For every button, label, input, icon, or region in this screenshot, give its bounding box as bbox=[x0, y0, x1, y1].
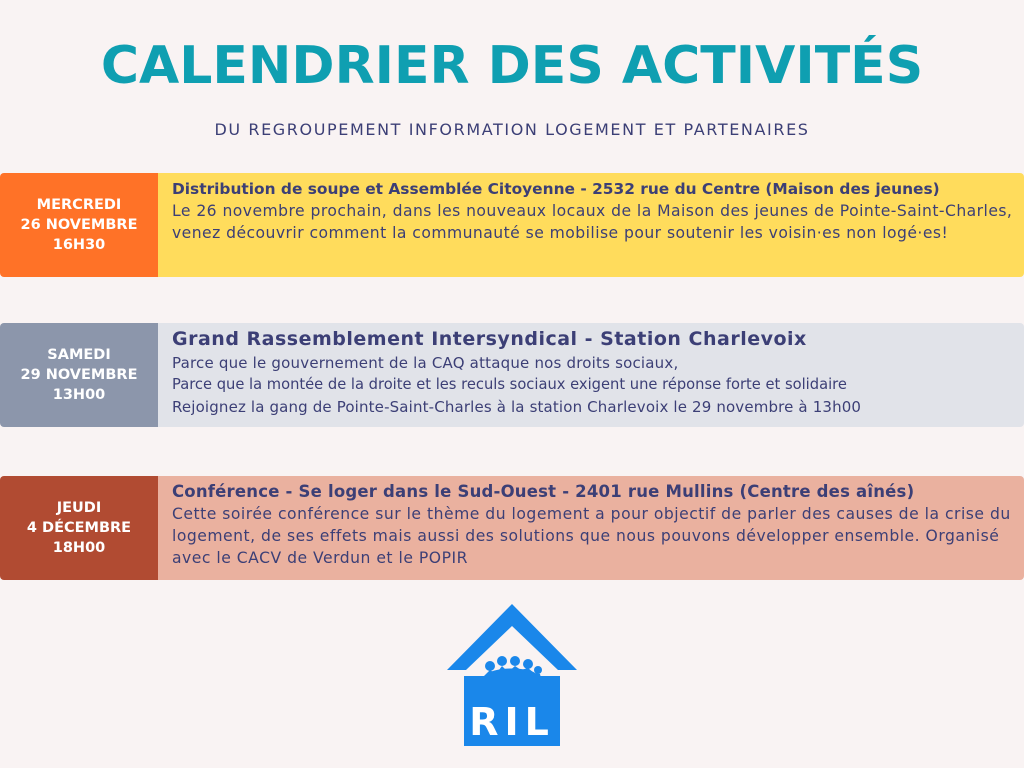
event-date-block bbox=[0, 173, 158, 277]
event-day: SAMEDI bbox=[47, 347, 111, 363]
event-date-block bbox=[0, 323, 158, 427]
event-title: Conférence - Se loger dans le Sud-Ouest - 2401 rue Mullins (Centre des aînés) bbox=[172, 482, 915, 501]
event-title: Grand Rassemblement Intersyndical - Station Charlevoix bbox=[172, 328, 807, 350]
page-subtitle: DU REGROUPEMENT INFORMATION LOGEMENT ET PARTENAIRES bbox=[214, 120, 810, 139]
event-line: Rejoignez la gang de Pointe-Saint-Charles à la station Charlevoix le 29 novembre à 13h00 bbox=[172, 398, 862, 416]
event-line: Parce que la montée de la droite et les reculs sociaux exigent une réponse forte et solidaire bbox=[172, 376, 847, 393]
event-body bbox=[158, 476, 1024, 580]
event-time: 18H00 bbox=[52, 540, 106, 556]
event-card bbox=[0, 323, 1024, 427]
event-date-block bbox=[0, 476, 158, 580]
ril-logo bbox=[446, 604, 578, 748]
event-description: Le 26 novembre prochain, dans les nouveaux locaux de la Maison des jeunes de Pointe-Saint-Charles, venez découvrir comment la communauté se mobilise pour soutenir les voisin·es non logé·es! bbox=[172, 202, 1013, 242]
event-body bbox=[158, 173, 1024, 277]
event-day: JEUDI bbox=[56, 500, 102, 516]
event-card bbox=[0, 476, 1024, 580]
event-line: Parce que le gouvernement de la CAQ attaque nos droits sociaux, bbox=[172, 354, 679, 372]
event-date: 29 NOVEMBRE bbox=[20, 367, 138, 383]
event-day: MERCREDI bbox=[36, 197, 122, 213]
event-date: 26 NOVEMBRE bbox=[20, 217, 138, 233]
event-date: 4 DÉCEMBRE bbox=[26, 520, 132, 536]
page-title: CALENDRIER DES ACTIVITÉS bbox=[100, 36, 924, 96]
event-time: 13H00 bbox=[52, 387, 106, 403]
event-title: Distribution de soupe et Assemblée Citoyenne - 2532 rue du Centre (Maison des jeunes) bbox=[172, 180, 940, 198]
event-body bbox=[158, 323, 1024, 427]
house-people-icon bbox=[446, 604, 578, 748]
logo-text: RIL bbox=[469, 700, 555, 744]
event-description: Cette soirée conférence sur le thème du logement a pour objectif de parler des causes de la crise du logement, de ses effets mais aussi des solutions que nous pouvons développer ensemble. Organisé avec le CACV de Verdun et le POPIR bbox=[172, 505, 1011, 567]
event-time: 16H30 bbox=[52, 237, 106, 253]
event-card bbox=[0, 173, 1024, 277]
